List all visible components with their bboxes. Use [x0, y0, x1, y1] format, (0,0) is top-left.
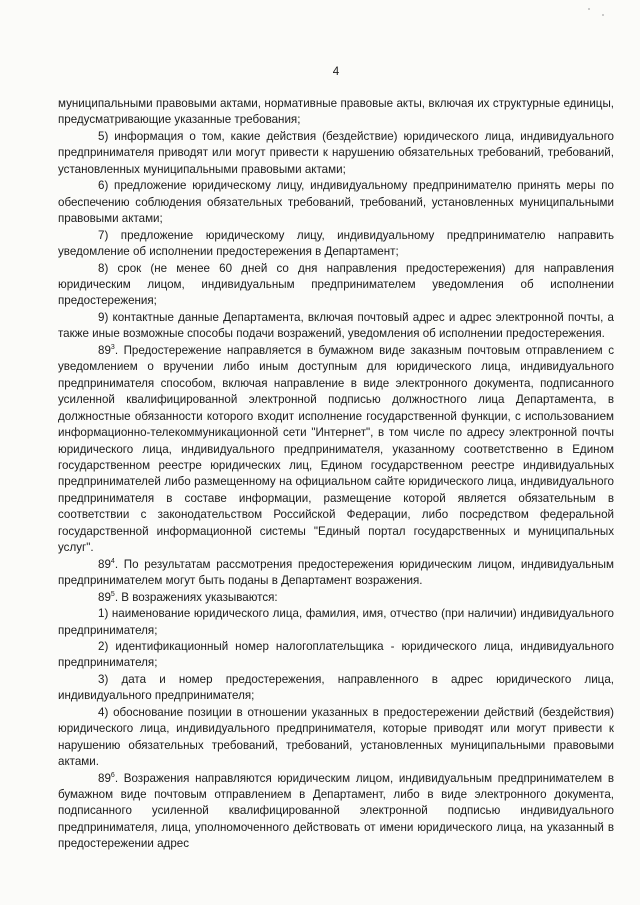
- list-item: 5) информация о том, какие действия (бездействие) юридического лица, индивидуального предпринимателя приводят или могут привести к нарушению обязательных требований, требований, установленных муниципальными правовыми актами;: [58, 129, 614, 176]
- clause-paragraph: $89^3$. Предостережение направляется в бумажном виде заказным почтовым отправлением с уведомлением о вручении либо иным доступным для юридического лица, индивидуального предпринимателя способом, включая направление в виде электронного документа, подписанного усиленной квалифицированной электронной подписью должностного лица Департамента, в должностные обязанности которого входит исполнение государственной функции, с использованием информационно-телекоммуникационной сети "Интернет", в том числе по адресу электронной почты юридического лица, индивидуального предпринимателя, указанному соответственно в Едином государственном реестре юридических лиц, Едином государственном реестре индивидуальных предпринимателей либо размещенному на официальном сайте юридического лица, индивидуального предпринимателя в составе информации, размещение которой является обязательным в соответствии с законодательством Российской Федерации, либо посредством федеральной государственной информационной системы "Единый портал государственных и муниципальных услуг".: [58, 343, 614, 555]
- list-item: 1) наименование юридического лица, фамилия, имя, отчество (при наличии) индивидуального предпринимателя;: [58, 607, 614, 637]
- list-item: 7) предложение юридическому лицу, индивидуальному предпринимателю направить уведомление об исполнении предостережения в Департамент;: [58, 228, 614, 259]
- list-item: 2) идентификационный номер налогоплательщика - юридического лица, индивидуального предпринимателя;: [58, 639, 614, 670]
- clause-superscript: 5: [110, 590, 115, 598]
- clause-paragraph: $89^5$. В возражениях указываются:: [98, 590, 278, 604]
- clause-superscript: 4: [110, 557, 115, 565]
- list-item: 3) дата и номер предостережения, направленного в адрес юридического лица, индивидуального предпринимателя;: [58, 672, 614, 703]
- page-number: 4: [332, 65, 340, 78]
- paragraph: муниципальными правовыми актами, нормативные правовые акты, включая их структурные единицы, предусматривающие указанные требования;: [58, 97, 614, 127]
- clause-superscript: 6: [110, 771, 115, 779]
- document-page: [58, 0, 614, 905]
- clause-number: 89: [98, 590, 111, 604]
- clause-number: 89: [98, 343, 111, 357]
- list-item: 8) срок (не менее 60 дней со дня направления предостережения) для направления юридическим лицом, индивидуальным предпринимателем уведомления об исполнении предостережения;: [58, 261, 614, 308]
- clause-paragraph: $89^4$. По результатам рассмотрения предостережения юридическим лицом, индивидуальным предпринимателем могут быть поданы в Департамент возражения.: [58, 557, 614, 588]
- list-item: 9) контактные данные Департамента, включая почтовый адрес и адрес электронной почты, а также иные возможные способы подачи возражений, уведомления об исполнении предостережения.: [58, 310, 614, 341]
- clause-superscript: 3: [110, 343, 115, 351]
- document-body: [58, 96, 614, 853]
- clause-number: 89: [98, 557, 111, 571]
- list-item: 6) предложение юридическому лицу, индивидуальному предпринимателю принять меры по обеспечению соблюдения обязательных требований, требований, установленных муниципальными правовыми актами;: [58, 179, 614, 226]
- list-item: 4) обоснование позиции в отношении указанных в предостережении действий (бездействия) юридического лица, индивидуального предпринимателя, которые приводят или могут привести к нарушению обязательных требований, требований, установленных муниципальными правовыми актами.: [58, 705, 614, 769]
- clause-number: 89: [98, 771, 111, 785]
- clause-paragraph: $89^6$. Возражения направляются юридическим лицом, индивидуальным предпринимателем в бумажном виде почтовым отправлением в Департамент, либо в виде электронного документа, подписанного усиленной квалифицированной электронной подписью индивидуального предпринимателя, лица, уполномоченного действовать от имени юридического лица, на указанный в предостережении адрес: [58, 771, 614, 851]
